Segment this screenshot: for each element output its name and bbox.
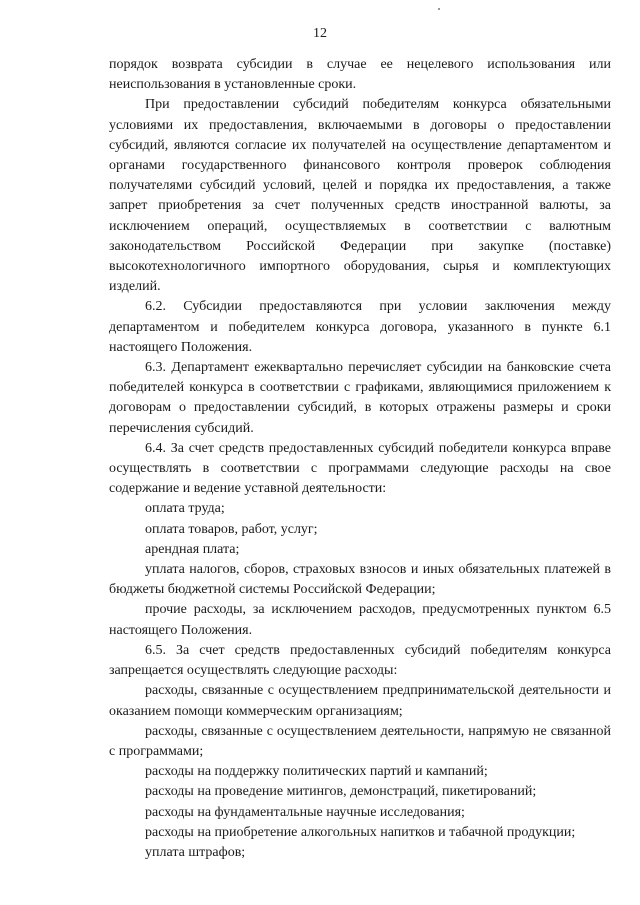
list-item: арендная плата;: [145, 541, 240, 557]
paragraph-6-5: 6.5. За счет средств предоставленных субсидий победителям конкурса запрещается осуществлять следующие расходы:: [109, 642, 611, 679]
list-item: расходы на приобретение алкогольных напитков и табачной продукции;: [145, 824, 576, 840]
list-item: оплата труда;: [145, 501, 225, 517]
page-number: 12: [313, 26, 327, 41]
list-item: расходы на проведение митингов, демонстраций, пикетирований;: [145, 784, 537, 800]
paragraph-mandatory-conditions: При предоставлении субсидий победителям конкурса обязательными условиями их предоставления, включаемыми в договоры о предоставлении субсидий, являются согласие их получателей на осуществление департаментом и органами государственного финансового контроля проверок соблюдения получателями субсидий условий, целей и порядка их предоставления, а также запрет приобретения за счет полученных средств иностранной валюты, за исключением операций, осуществляемых в соответствии с валютным законодательством Российской Федерации при закупке (поставке) высокотехнологичного импортного оборудования, сырья и комплектующих изделий.: [109, 97, 611, 295]
list-item: прочие расходы, за исключением расходов, предусмотренных пунктом 6.5 настоящего Положения.: [109, 602, 611, 638]
list-item: уплата штрафов;: [145, 844, 246, 860]
list-item: уплата налогов, сборов, страховых взносов и иных обязательных платежей в бюджеты бюджетной системы Российской Федерации;: [109, 562, 611, 598]
paragraph-subsidy-return: порядок возврата субсидии в случае ее нецелевого использования или неиспользования в установленные сроки.: [109, 57, 611, 93]
list-item: расходы, связанные с осуществлением предпринимательской деятельности и оказанием помощи коммерческим организациям;: [109, 683, 611, 719]
list-item: расходы на фундаментальные научные исследования;: [145, 804, 465, 820]
paragraph-6-4: 6.4. За счет средств предоставленных субсидий победители конкурса вправе осуществлять в соответствии с программами следующие расходы на свое содержание и ведение уставной деятельности:: [109, 440, 611, 497]
paragraph-6-3: 6.3. Департамент ежеквартально перечисляет субсидии на банковские счета победителей конкурса в соответствии с графиками, являющимися приложением к договорам о предоставлении субсидий, в которых отражены размеры и сроки перечисления субсидий.: [109, 360, 611, 436]
list-item: расходы на поддержку политических партий и кампаний;: [145, 764, 488, 780]
list-item: расходы, связанные с осуществлением деятельности, напрямую не связанной с программами;: [109, 723, 611, 759]
list-item: оплата товаров, работ, услуг;: [145, 521, 318, 537]
document-body: [109, 55, 611, 863]
paragraph-6-2: 6.2. Субсидии предоставляются при условии заключения между департаментом и победителем конкурса договора, указанного в пункте 6.1 настоящего Положения.: [109, 299, 611, 355]
scan-speck: [438, 8, 440, 10]
